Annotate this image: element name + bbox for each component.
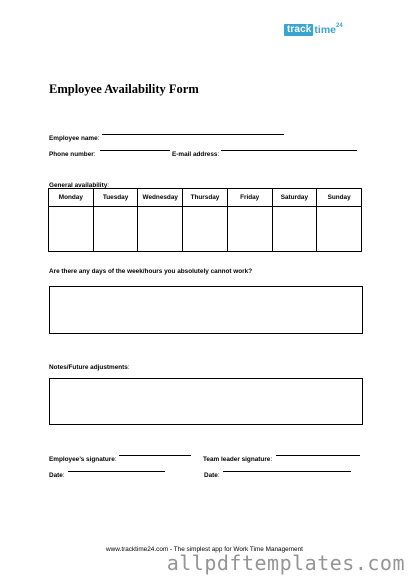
employee-date-colon: : [62,472,65,479]
employee-date-label: Date [49,472,63,479]
team-leader-date-label: Date [204,472,218,479]
employee-name-label: Employee name [49,135,98,142]
watermark-text: allpdftemplates.com [166,551,405,575]
notes-box[interactable] [49,378,363,425]
email-address-colon: : [217,151,220,158]
availability-table [48,188,362,252]
day-header-sunday: Sunday [317,189,362,207]
availability-cell-thursday[interactable] [183,207,228,252]
footer-text: www.tracktime24.com - The simplest app for Work Time Management [106,546,303,553]
day-header-wednesday: Wednesday [138,189,183,207]
email-address-label: E-mail address [172,151,218,158]
general-availability-colon: : [107,182,110,189]
employee-name-colon: : [97,135,100,142]
availability-cell-tuesday[interactable] [93,207,138,252]
notes-colon: : [127,364,130,371]
logo-box-text: track [284,24,313,36]
form-title: Employee Availability Form [49,82,199,96]
phone-number-field[interactable] [100,150,170,151]
logo-superscript: 24 [336,23,343,29]
general-availability-label: General availability [49,182,108,189]
availability-header-row [49,189,362,207]
employee-name-field[interactable] [102,134,284,135]
phone-number-label: Phone number [49,151,94,158]
email-row [172,143,219,161]
availability-cell-sunday[interactable] [317,207,362,252]
phone-row [49,143,96,161]
day-header-friday: Friday [227,189,272,207]
team-leader-date-field[interactable] [223,471,351,472]
employee-signature-field[interactable] [119,455,191,456]
availability-cell-friday[interactable] [227,207,272,252]
day-header-tuesday: Tuesday [93,189,138,207]
employee-date-field[interactable] [68,471,165,472]
tracktime24-logo [284,23,343,37]
employee-date-row [49,464,65,482]
logo-rest-text: time [314,24,336,36]
availability-cell-wednesday[interactable] [138,207,183,252]
team-leader-date-colon: : [217,472,220,479]
cannot-work-question: Are there any days of the week/hours you absolutely cannot work? [49,268,253,275]
day-header-saturday: Saturday [272,189,317,207]
notes-label: Notes/Future adjustments [49,364,128,371]
availability-cell-monday[interactable] [49,207,94,252]
availability-input-row [49,207,362,252]
team-leader-date-row [204,464,220,482]
team-leader-signature-colon: : [270,456,273,463]
notes-heading [49,356,130,374]
team-leader-signature-field[interactable] [276,455,360,456]
email-address-field[interactable] [221,150,357,151]
day-header-thursday: Thursday [183,189,228,207]
availability-cell-saturday[interactable] [272,207,317,252]
team-leader-signature-label: Team leader signature [203,456,271,463]
cannot-work-box[interactable] [49,286,363,334]
day-header-monday: Monday [49,189,94,207]
employee-signature-colon: : [114,456,117,463]
employee-signature-label: Employee’s signature [49,456,115,463]
phone-number-colon: : [93,151,96,158]
